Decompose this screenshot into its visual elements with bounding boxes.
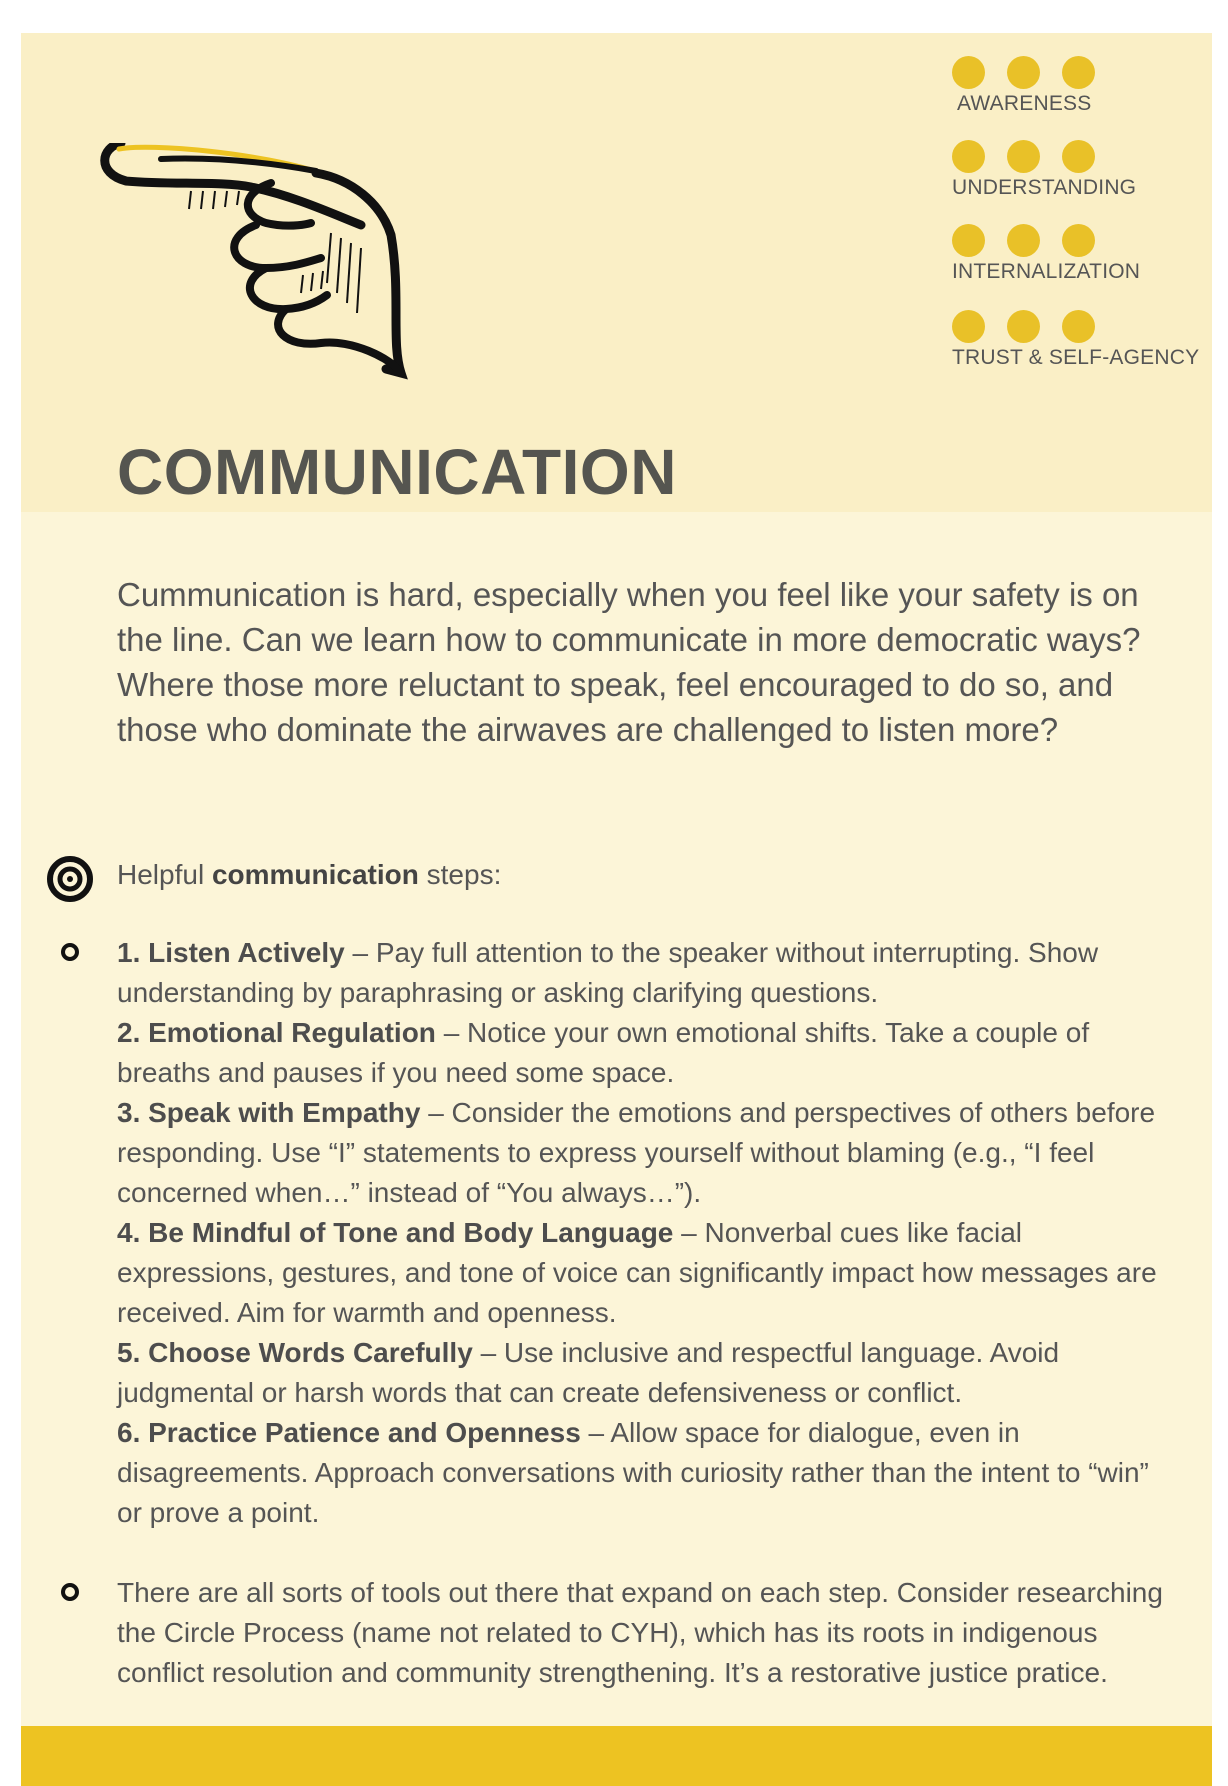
level-dot [952,56,985,89]
step-title: 1. Listen Actively [117,937,345,968]
step-text: – Nonverbal cues like facial expressions, gestures, and tone of voice can significantly impact how messages are received. Aim for warmth and openness. [117,1217,1157,1328]
step-title: 3. Speak with Empathy [117,1097,421,1128]
level-label: INTERNALIZATION [952,260,1141,283]
step-title: 2. Emotional Regulation [117,1017,436,1048]
level-dot [952,224,985,257]
bullet-circle-icon [60,1582,80,1602]
level-dots [952,56,1095,89]
helpful-suffix: steps: [418,859,502,890]
bullet-circle-icon [60,942,80,962]
header-band [21,33,1212,512]
list-item [117,1413,1177,1533]
content-card [21,33,1212,1786]
level-dot [1062,310,1095,343]
list-item [117,1213,1177,1333]
level-label: AWARENESS [957,92,1092,115]
level-dot [1062,56,1095,89]
level-dots [952,140,1136,173]
step-text: – Notice your own emotional shifts. Take a couple of breaths and pauses if you need some space. [117,1017,1090,1088]
level-understanding [952,140,1136,200]
steps-list [117,933,1177,1533]
helpful-prefix: Helpful [117,859,212,890]
step-text: – Use inclusive and respectful language. Avoid judgmental or harsh words that can create defensiveness or conflict. [117,1337,1060,1408]
level-dot [1062,140,1095,173]
level-dot [1007,140,1040,173]
step-text: – Allow space for dialogue, even in disagreements. Approach conversations with curiosity rather than the intent to “win” or prove a point. [117,1417,1149,1528]
helpful-bold: communication [211,859,419,890]
level-dot [1007,224,1040,257]
level-dot [1007,56,1040,89]
level-trust-self-agency [952,310,1199,370]
level-dot [1062,224,1095,257]
tools-paragraph: There are all sorts of tools out there that expand on each step. Consider researching the Circle Process (name not related to CYH), which has its roots in indigenous conflict resolution and community strengthening. It’s a restorative justice pratice. [117,1577,1163,1688]
list-item [117,933,1177,1013]
step-text: – Consider the emotions and perspectives of others before responding. Use “I” statements to express yourself without blaming (e.g., “I feel concerned when…” instead of “You always…”). [117,1097,1156,1208]
step-title: 6. Practice Patience and Openness [117,1417,581,1448]
step-title: 5. Choose Words Carefully [117,1337,473,1368]
list-item [117,1013,1177,1093]
helpful-steps-heading [117,855,501,895]
list-item [117,1333,1177,1413]
intro-paragraph: Cummunication is hard, especially when you feel like your safety is on the line. Can we learn how to communicate in more democratic ways? Where those more reluctant to speak, feel encouraged to do so, and those who dominate the airwaves are challenged to listen more? [117,576,1141,748]
step-text: – Pay full attention to the speaker without interrupting. Show understanding by paraphrasing or asking clarifying questions. [117,937,1099,1008]
step-title: 4. Be Mindful of Tone and Body Language [117,1217,674,1248]
page-title: COMMUNICATION [117,436,677,508]
level-internalization [952,224,1140,284]
level-label: UNDERSTANDING [952,176,1137,199]
footer-bar [21,1726,1212,1786]
level-label: TRUST & SELF-AGENCY [952,346,1200,369]
list-item [117,1093,1177,1213]
target-icon [46,855,94,903]
level-dots [952,310,1199,343]
level-dot [952,310,985,343]
level-dot [1007,310,1040,343]
level-awareness [952,56,1095,116]
pointing-hand-icon [91,143,471,443]
level-dot [952,140,985,173]
level-dots [952,224,1140,257]
